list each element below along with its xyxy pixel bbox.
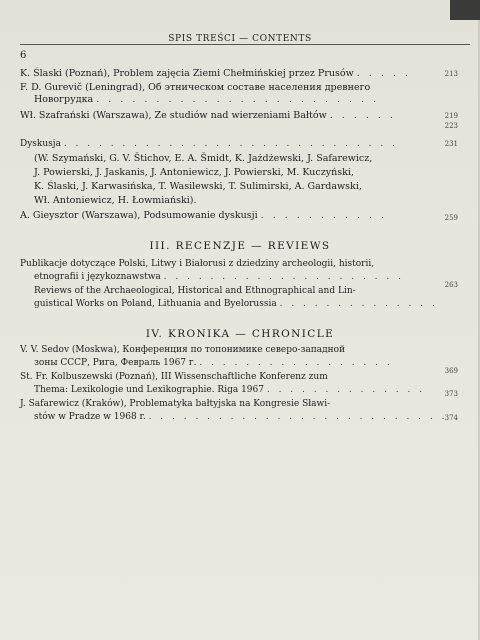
toc-discussion-line-4: Wł. Antoniewicz, H. Łowmiański). — [34, 195, 197, 206]
toc-entry-slaski: K. Ślaski (Poznań), Problem zajęcia Ziemi Chełmińskiej przez Prusów . . . . . — [20, 68, 411, 79]
toc-chronicle-sedov-line-1: V. V. Sedov (Moskwa), Конференция по топонимике северо-западной — [20, 345, 346, 355]
toc-page-kolbuszewski: 373 — [444, 390, 458, 398]
toc-discussion-line-3: K. Ślaski, J. Karwasińska, T. Wasilewski, T. Sulimirski, A. Gardawski, — [34, 181, 362, 192]
toc-entry-gurevic-cont: Новогрудка . . . . . . . . . . . . . . . . . . . . . . . . — [34, 94, 380, 105]
toc-page-gieysztor: 259 — [444, 214, 458, 222]
toc-page-dyskusja-participants: 231 — [444, 140, 458, 148]
page-corner-shadow — [450, 0, 480, 20]
toc-chronicle-safarewicz-line-2: stów w Pradze w 1968 r. . . . . . . . . . . . . . . . . . . . . . . . . . . — [34, 412, 448, 422]
toc-page-slaski: 213 — [444, 70, 458, 78]
running-header: SPIS TREŚCI — CONTENTS — [168, 34, 312, 44]
toc-discussion-line-1: (W. Szymański, G. V. Štichov, E. A. Šmidt, K. Jażdżewski, J. Safarewicz, — [34, 153, 373, 164]
toc-reviews-line-2: etnografii i językoznawstwa . . . . . . . . . . . . . . . . . . . . . — [34, 272, 404, 282]
toc-reviews-line-3: Reviews of the Archaeological, Historical and Ethnographical and Lin- — [34, 286, 356, 296]
toc-chronicle-sedov-line-2: зоны СССР, Рига, Февраль 1967 г. . . . . . . . . . . . . . . . . . — [34, 358, 393, 368]
toc-page-safarewicz: 374 — [444, 414, 458, 422]
toc-chronicle-safarewicz-line-1: J. Safarewicz (Kraków), Problematyka bałtyjska na Kongresie Sławi- — [20, 399, 331, 409]
toc-reviews-line-4: guistical Works on Poland, Lithuania and Byelorussia . . . . . . . . . . . . . . — [34, 299, 438, 309]
section-heading-reviews: III. RECENZJE — REVIEWS — [149, 240, 331, 252]
toc-page-szafranski: 219 — [444, 112, 458, 120]
page-number: 6 — [20, 50, 27, 61]
toc-entry-gurevic: F. D. Gurevič (Leningrad), Об этническом составе населения древнего — [20, 82, 371, 93]
toc-page-reviews: 263 — [444, 281, 458, 289]
toc-page-dyskusja: 223 — [444, 122, 458, 130]
header-rule — [20, 44, 470, 45]
section-heading-chronicle: IV. KRONIKA — CHRONICLE — [145, 328, 335, 340]
toc-page-sedov: 369 — [444, 367, 458, 375]
toc-reviews-line-1: Publikacje dotyczące Polski, Litwy i Białorusi z dziedziny archeologii, historii, — [20, 259, 375, 269]
toc-entry-gieysztor: A. Gieysztor (Warszawa), Podsumowanie dyskusji . . . . . . . . . . . — [20, 210, 388, 221]
toc-entry-dyskusja: Dyskusja . . . . . . . . . . . . . . . . . . . . . . . . . . . . . — [20, 139, 398, 149]
toc-discussion-line-2: J. Powierski, J. Jaskanis, J. Antoniewicz, J. Powierski, M. Kuczyński, — [34, 167, 354, 178]
toc-entry-szafranski: Wł. Szafrański (Warszawa), Ze studiów nad wierzeniami Bałtów . . . . . . — [20, 110, 396, 121]
toc-chronicle-kolbuszewski-line-1: St. Fr. Kolbuszewski (Poznań), III Wissenschaftliche Konferenz zum — [20, 372, 328, 382]
toc-chronicle-kolbuszewski-line-2: Thema: Lexikologie und Lexikographie. Riga 1967 . . . . . . . . . . . . . . — [34, 385, 426, 395]
